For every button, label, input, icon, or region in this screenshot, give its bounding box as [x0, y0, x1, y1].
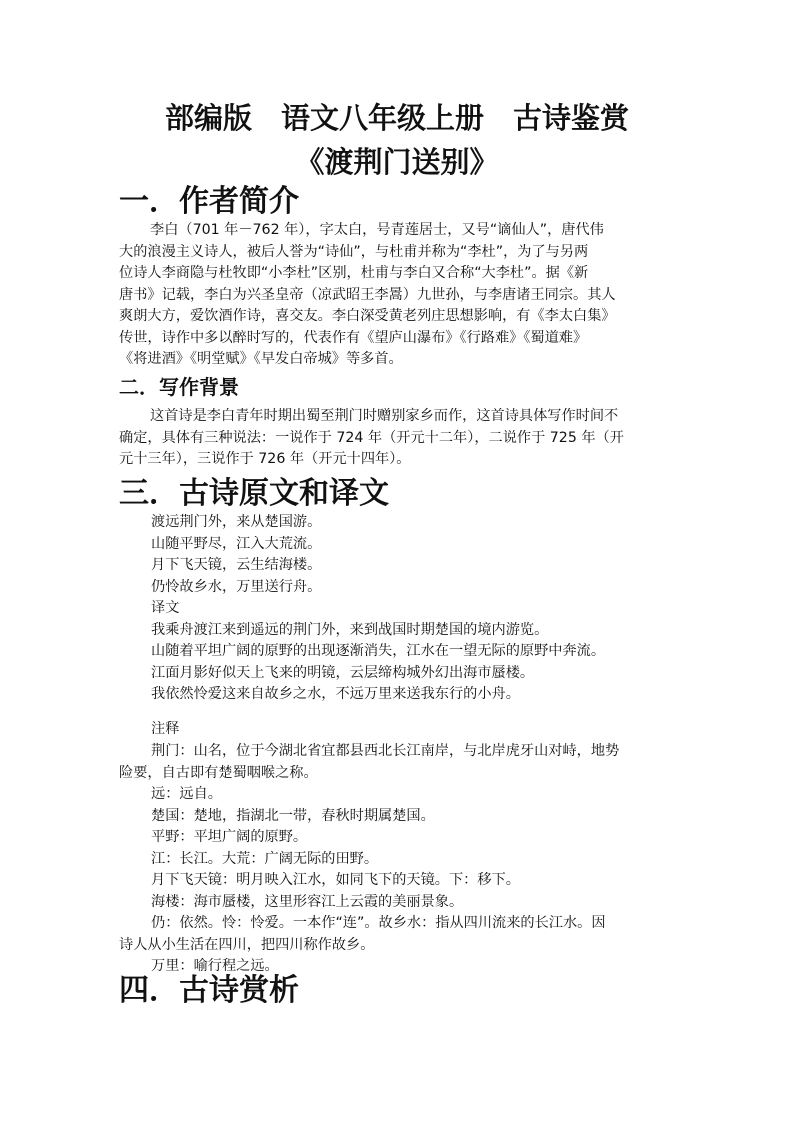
poem-title: 《渡荆门送别》 — [295, 145, 499, 179]
note-text: 荆门：山名，位于今湖北省宜都县西北长江南岸，与北岸虎牙山对峙，地势 — [151, 743, 620, 759]
note-item — [119, 806, 679, 828]
translation-line: 山随着平坦广阔的原野的出现逐渐消失，江水在一望无际的原野中奔流。 — [151, 643, 606, 659]
section-heading-poem: 三．古诗原文和译文 — [119, 476, 389, 511]
note-continuation: 诗人从小生活在四川，把四川称作故乡。 — [119, 936, 375, 953]
translation-line: 我乘舟渡江来到遥远的荆门外，来到战国时期楚国的境内游览。 — [151, 621, 549, 638]
section-heading-appreciation: 四．古诗赏析 — [119, 973, 299, 1008]
poem-line: 渡远荆门外，来从楚国游。 — [151, 514, 322, 530]
note-text: 月下飞天镜：明月映入江水，如同飞下的天镜。下：移下。 — [151, 872, 520, 888]
note-item — [119, 849, 679, 871]
background-line: 确定，具体有三种说法：一说作于 724 年（开元十二年），二说作于 725 年（开 — [119, 429, 624, 446]
note-text: 远：远自。 — [151, 786, 222, 802]
note-item — [119, 827, 679, 849]
note-text: 万里：喻行程之远。 — [151, 958, 279, 974]
author-intro-line: 唐书》记载，李白为兴圣皇帝（凉武昭王李暠）九世孙，与李唐诸王同宗。其人 — [119, 286, 616, 303]
poem-line: 月下飞天镜，云生结海楼。 — [151, 557, 322, 573]
poem-line: 仍怜故乡水，万里送行舟。 — [151, 578, 322, 595]
note-item — [119, 870, 679, 892]
author-intro-line: 传世，诗作中多以醉时写的，代表作有《望庐山瀑布》《行路难》《蜀道难》 — [119, 329, 588, 346]
author-intro-line: 位诗人李商隐与杜牧即“小李杜”区别，杜甫与李白又合称“大李杜”。据《新 — [119, 265, 589, 281]
author-intro-line: 大的浪漫主义诗人，被后人誉为“诗仙”，与杜甫并称为“李杜”，为了与另两 — [119, 243, 589, 260]
note-item — [119, 913, 679, 956]
note-item — [119, 892, 679, 914]
notes-label: 注释 — [151, 721, 180, 737]
section-heading-background: 二．写作背景 — [119, 375, 239, 399]
note-text: 楚国：楚地，指湖北一带，春秋时期属楚国。 — [151, 807, 435, 824]
note-text: 平野：平坦广阔的原野。 — [151, 829, 308, 845]
note-text: 江：长江。大荒：广阔无际的田野。 — [151, 850, 379, 867]
poem-text — [151, 512, 691, 706]
note-text: 仍：依然。怜：怜爱。一本作“连”。故乡水：指从四川流来的长江水。因 — [151, 915, 606, 931]
note-item — [119, 741, 679, 784]
translation-line: 江面月影好似天上飞来的明镜，云层缔构城外幻出海市蜃楼。 — [151, 664, 535, 681]
background-line: 元十三年），三说作于 726 年（开元十四年）。 — [119, 451, 411, 467]
document-title: 部编版 语文八年级上册 古诗鉴赏 — [164, 101, 629, 135]
author-intro-paragraph — [119, 220, 675, 371]
author-intro-line: 《将进酒》《明堂赋》《早发白帝城》等多首。 — [119, 351, 403, 367]
background-line: 这首诗是李白青年时期出蜀至荆门时赠别家乡而作，这首诗具体写作时间不 — [150, 408, 619, 424]
note-continuation: 险要，自古即有楚蜀咽喉之称。 — [119, 764, 318, 781]
poem-line: 山随平野尽，江入大荒流。 — [151, 535, 322, 552]
note-text: 海楼：海市蜃楼，这里形容江上云霞的美丽景象。 — [151, 893, 464, 910]
translation-label: 译文 — [151, 600, 180, 616]
background-paragraph — [119, 406, 675, 471]
author-intro-line: 李白（701 年－762 年），字太白，号青莲居士，又号“谪仙人”，唐代伟 — [150, 222, 604, 238]
author-intro-line: 爽朗大方，爱饮酒作诗，喜交友。李白深受黄老列庄思想影响，有《李太白集》 — [119, 308, 616, 324]
note-item — [119, 784, 679, 806]
notes-list — [119, 741, 679, 978]
section-heading-author: 一．作者简介 — [119, 184, 299, 219]
translation-line: 我依然怜爱这来自故乡之水，不远万里来送我东行的小舟。 — [151, 686, 520, 702]
